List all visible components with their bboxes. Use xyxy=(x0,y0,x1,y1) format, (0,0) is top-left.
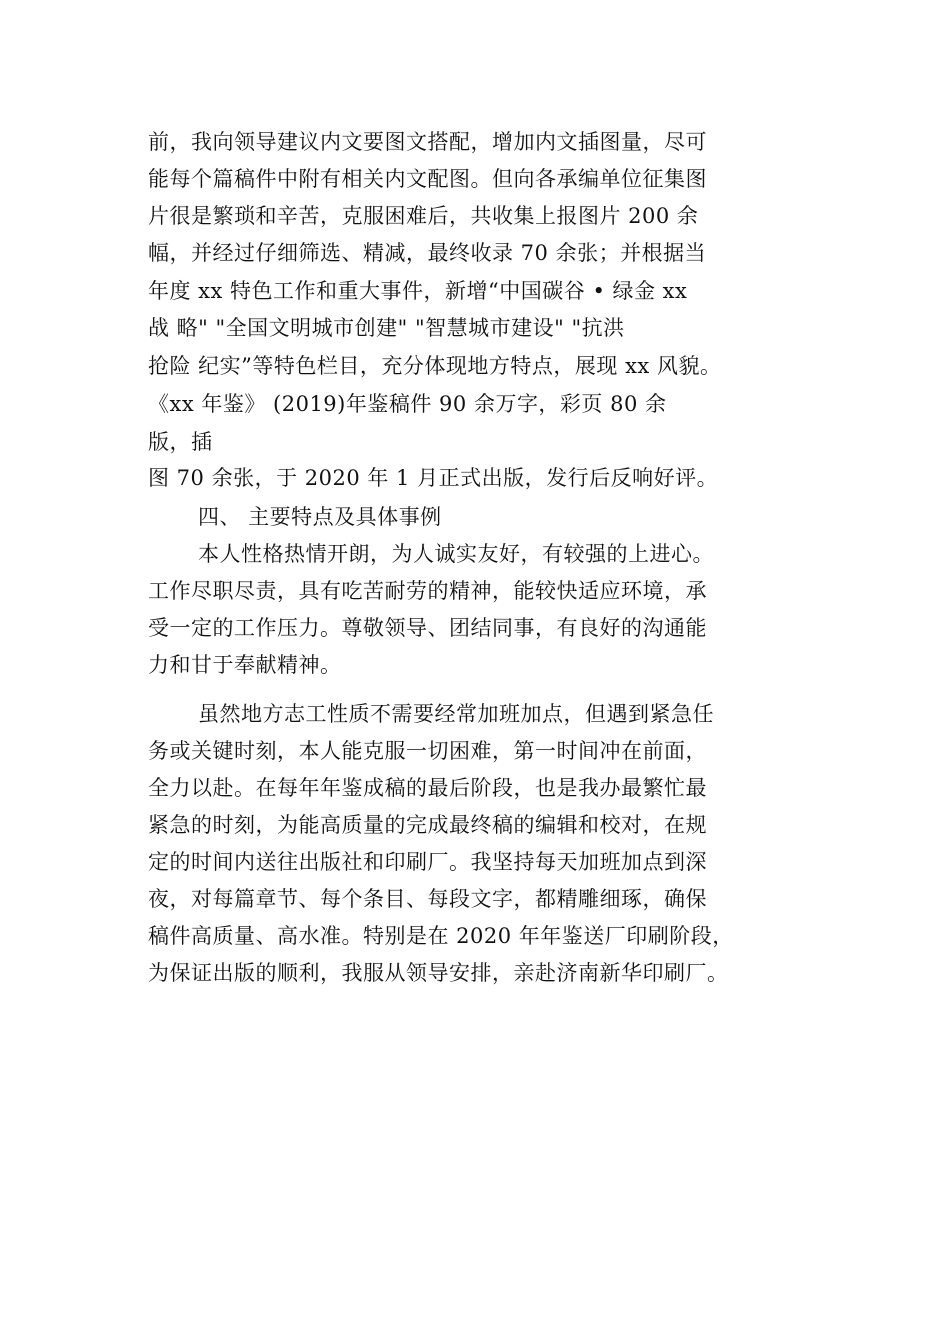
paragraph2-line-3: 全力以赴。在每年年鉴成稿的最后阶段，也是我办最繁忙最 xyxy=(148,776,707,800)
paragraph2-line-8: 为保证出版的顺利，我服从领导安排，亲赴济南新华印刷厂。 xyxy=(148,961,729,985)
text-line-1: 前，我向领导建议内文要图文搭配，增加内文插图量，尽可 xyxy=(148,130,707,154)
text-line-3: 片很是繁琐和辛苦，克服困难后，共收集上报图片 200 余 xyxy=(148,204,699,228)
text-line-7: 抢险 纪实”等特色栏目，充分体现地方特点，展现 xx 风貌。 xyxy=(148,354,722,378)
paragraph2-line-7: 稿件高质量、高水准。特别是在 2020 年年鉴送厂印刷阶段， xyxy=(148,924,734,948)
text-line-8: 《xx 年鉴》 (2019)年鉴稿件 90 余万字，彩页 80 余 xyxy=(148,392,667,416)
text-line-10: 图 70 余张，于 2020 年 1 月正式出版，发行后反响好评。 xyxy=(148,466,719,490)
paragraph2-line-5: 定的时间内送往出版社和印刷厂。我坚持每天加班加点到深 xyxy=(148,850,707,874)
paragraph2-line-1: 虽然地方志工性质不需要经常加班加点，但遇到紧急任 xyxy=(198,702,714,726)
paragraph1-line-2: 工作尽职尽责，具有吃苦耐劳的精神，能较快适应环境，承 xyxy=(148,579,707,603)
paragraph1-line-1: 本人性格热情开朗，为人诚实友好，有较强的上进心。 xyxy=(198,542,714,566)
paragraph1-line-4: 力和甘于奉献精神。 xyxy=(148,653,342,677)
paragraph2-line-6: 夜，对每篇章节、每个条目、每段文字，都精雕细琢，确保 xyxy=(148,887,707,911)
text-line-6: 战 略" "全国文明城市创建" "智慧城市建设" "抗洪 xyxy=(148,316,625,340)
paragraph2-line-4: 紧急的时刻，为能高质量的完成最终稿的编辑和校对，在规 xyxy=(148,813,707,837)
text-line-5: 年度 xx 特色工作和重大事件，新增“中国碳谷 • 绿金 xx xyxy=(148,279,688,303)
paragraph2-line-2: 务或关键时刻，本人能克服一切困难，第一时间冲在前面， xyxy=(148,739,707,763)
text-line-9: 版，插 xyxy=(148,430,213,454)
section-heading: 四、 主要特点及具体事例 xyxy=(198,505,442,529)
text-line-2: 能每个篇稿件中附有相关内文配图。但向各承编单位征集图 xyxy=(148,167,707,191)
text-line-4: 幅，并经过仔细筛选、精减，最终收录 70 余张；并根据当 xyxy=(148,241,707,265)
paragraph1-line-3: 受一定的工作压力。尊敬领导、团结同事，有良好的沟通能 xyxy=(148,616,707,640)
